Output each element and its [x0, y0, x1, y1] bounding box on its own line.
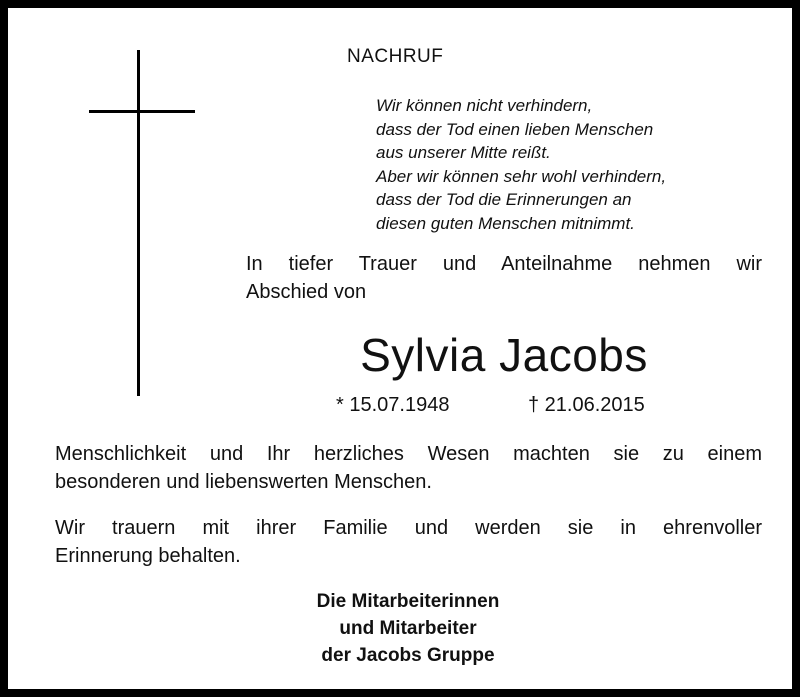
- deceased-name: Sylvia Jacobs: [360, 329, 648, 381]
- poem-line: Wir können nicht verhindern,: [376, 96, 593, 115]
- intro-line: In tiefer Trauer und Anteilnahme nehmen wir: [246, 253, 762, 275]
- closing-paragraph: [55, 514, 762, 570]
- poem-line: dass der Tod die Erinnerungen an: [376, 190, 632, 209]
- poem-line: dass der Tod einen lieben Menschen: [376, 119, 654, 139]
- signature-line: der Jacobs Gruppe: [321, 645, 495, 666]
- signature-line: Die Mitarbeiterinnen: [316, 591, 500, 612]
- intro-text: [246, 250, 762, 306]
- poem-line: aus unserer Mitte reißt.: [376, 143, 551, 162]
- signature-block: [208, 588, 608, 669]
- tribute-line: Menschlichkeit und Ihr herzliches Wesen machten sie zu einem: [55, 443, 762, 465]
- poem-line: diesen guten Menschen mitnimmt.: [376, 213, 635, 233]
- tribute-paragraph: [55, 440, 762, 496]
- death-date: † 21.06.2015: [528, 394, 645, 416]
- memorial-poem: [376, 94, 666, 235]
- signature-line: und Mitarbeiter: [339, 618, 477, 639]
- cross-icon-crossbar: [89, 110, 195, 113]
- obituary-heading: NACHRUF: [347, 46, 444, 67]
- closing-line: Wir trauern mit ihrer Familie und werden sie in ehrenvoller: [55, 517, 762, 539]
- poem-line: Aber wir können sehr wohl verhindern,: [376, 166, 667, 186]
- intro-line: Abschied von: [246, 281, 367, 303]
- closing-line: Erinnerung behalten.: [55, 545, 241, 567]
- cross-icon: [137, 50, 140, 396]
- birth-date: * 15.07.1948: [336, 394, 450, 416]
- tribute-line: besonderen und liebenswerten Menschen.: [55, 471, 432, 493]
